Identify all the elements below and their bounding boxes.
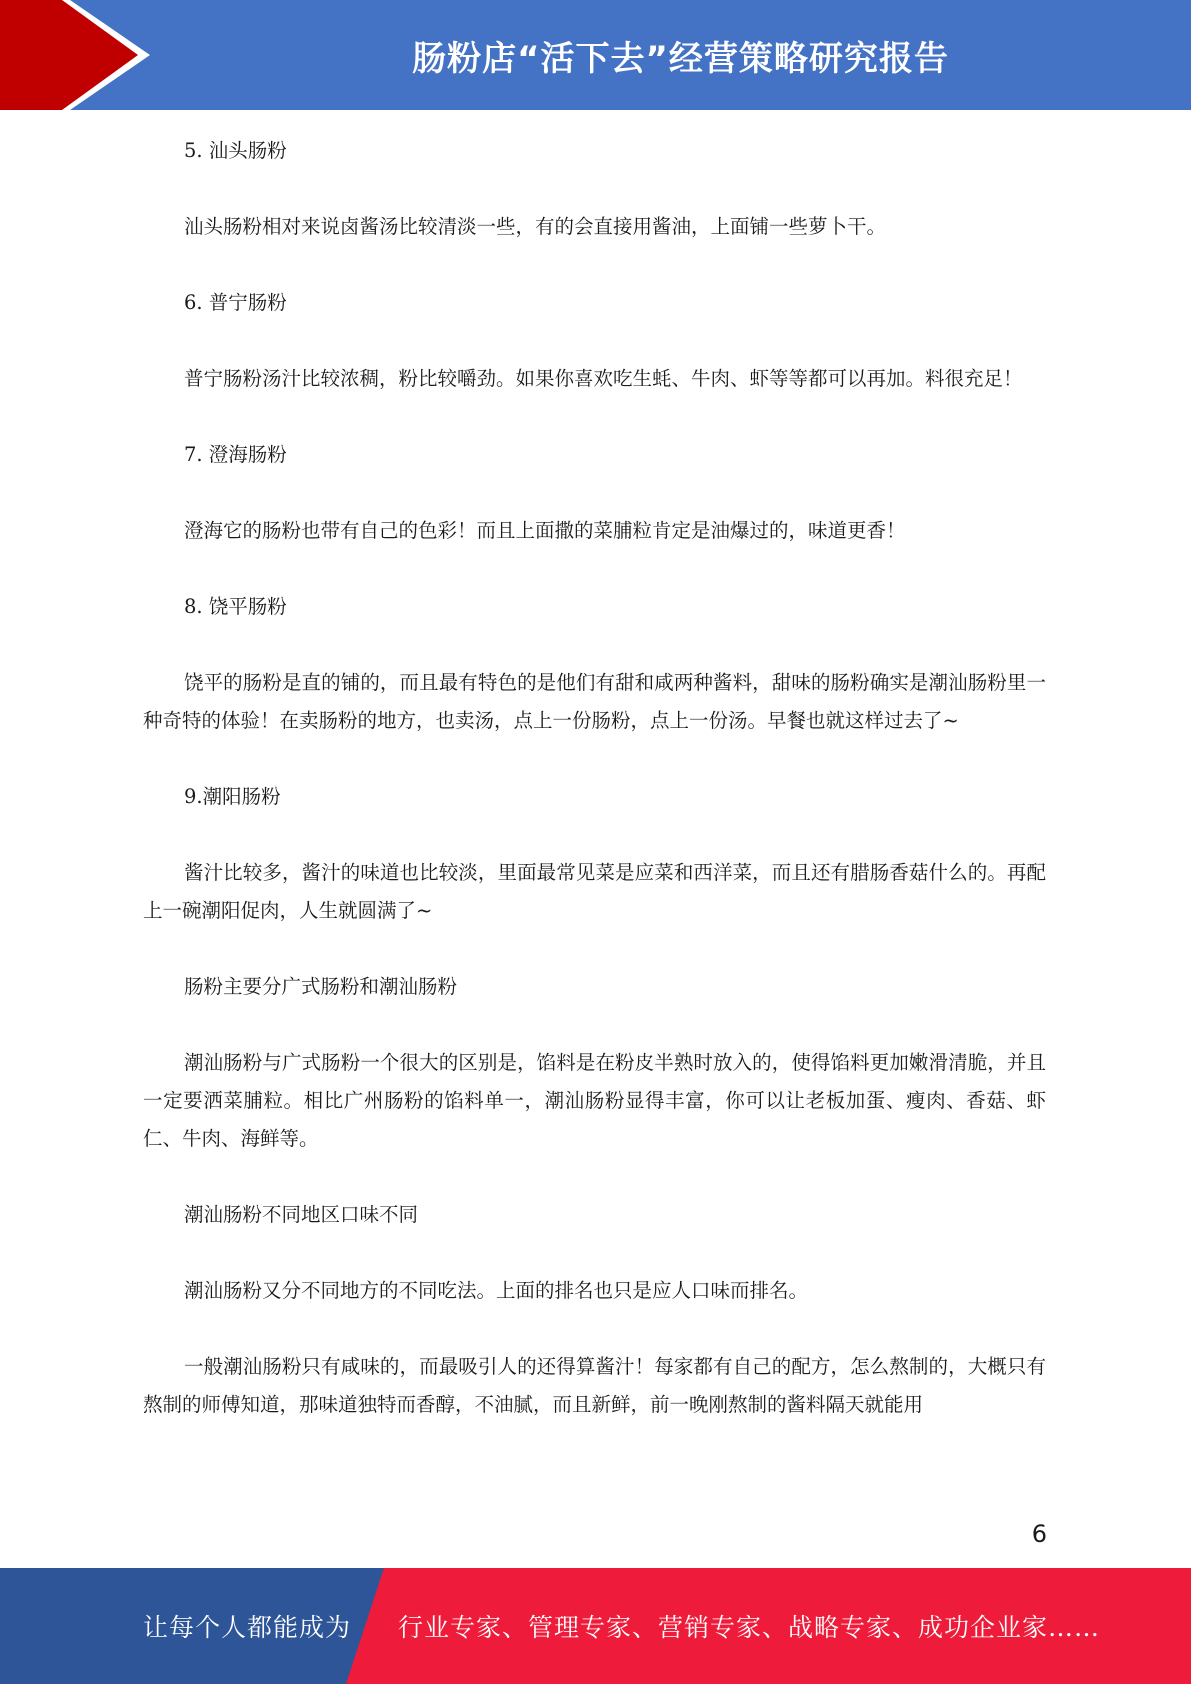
section-heading-chenghai: 7. 澄海肠粉 [184, 443, 287, 466]
paragraph-sauce: 一般潮汕肠粉只有咸味的，而最吸引人的还得算酱汁！每家都有自己的配方，怎么熬制的，大概只有熬制的师傅知道，那味道独特而香醇，不油腻，而且新鲜，前一晚刚熬制的酱料隔天就能用 [143, 1355, 1046, 1416]
header-banner [0, 0, 1191, 110]
paragraph-chaoyang: 酱汁比较多，酱汁的味道也比较淡，里面最常见菜是应菜和西洋菜，而且还有腊肠香菇什么的。再配上一碗潮阳促肉，人生就圆满了~ [143, 861, 1046, 922]
paragraph-shantou: 汕头肠粉相对来说卤酱汤比较清淡一些，有的会直接用酱油，上面铺一些萝卜干。 [184, 215, 887, 238]
page-number: 6 [1031, 1520, 1047, 1548]
footer-slogan-right: 行业专家、管理专家、营销专家、战略专家、成功企业家…… [398, 1613, 1101, 1642]
page-title: 肠粉店“活下去”经营策略研究报告 [412, 38, 949, 79]
section-heading-chaoyang: 9.潮阳肠粉 [184, 785, 281, 808]
section-heading-shantou: 5. 汕头肠粉 [184, 139, 287, 162]
footer-banner [0, 1568, 1191, 1684]
paragraph-regional: 潮汕肠粉又分不同地方的不同吃法。上面的排名也只是应人口味而排名。 [184, 1279, 809, 1302]
paragraph-chenghai: 澄海它的肠粉也带有自己的色彩！而且上面撒的菜脯粒肯定是油爆过的，味道更香！ [184, 519, 906, 542]
section-heading-puning: 6. 普宁肠粉 [184, 291, 287, 314]
section-heading-raoping: 8. 饶平肠粉 [184, 595, 287, 618]
paragraph-raoping: 饶平的肠粉是直的铺的，而且最有特色的是他们有甜和咸两种酱料，甜味的肠粉确实是潮汕肠粉里一种奇特的体验！在卖肠粉的地方，也卖汤，点上一份肠粉，点上一份汤。早餐也就这样过去了~ [143, 671, 1046, 732]
section-heading-regional: 潮汕肠粉不同地区口味不同 [184, 1203, 419, 1226]
footer-slogan-left: 让每个人都能成为 [143, 1613, 352, 1642]
section-heading-types: 肠粉主要分广式肠粉和潮汕肠粉 [184, 975, 458, 998]
document-body [143, 132, 1046, 1424]
paragraph-types: 潮汕肠粉与广式肠粉一个很大的区别是，馅料是在粉皮半熟时放入的，使得馅料更加嫩滑清脆，并且一定要洒菜脯粒。相比广州肠粉的馅料单一，潮汕肠粉显得丰富，你可以让老板加蛋、瘦肉、香菇、虾仁、牛肉、海鲜等。 [143, 1051, 1046, 1150]
paragraph-puning: 普宁肠粉汤汁比较浓稠，粉比较嚼劲。如果你喜欢吃生蚝、牛肉、虾等等都可以再加。料很充足！ [184, 367, 1023, 390]
